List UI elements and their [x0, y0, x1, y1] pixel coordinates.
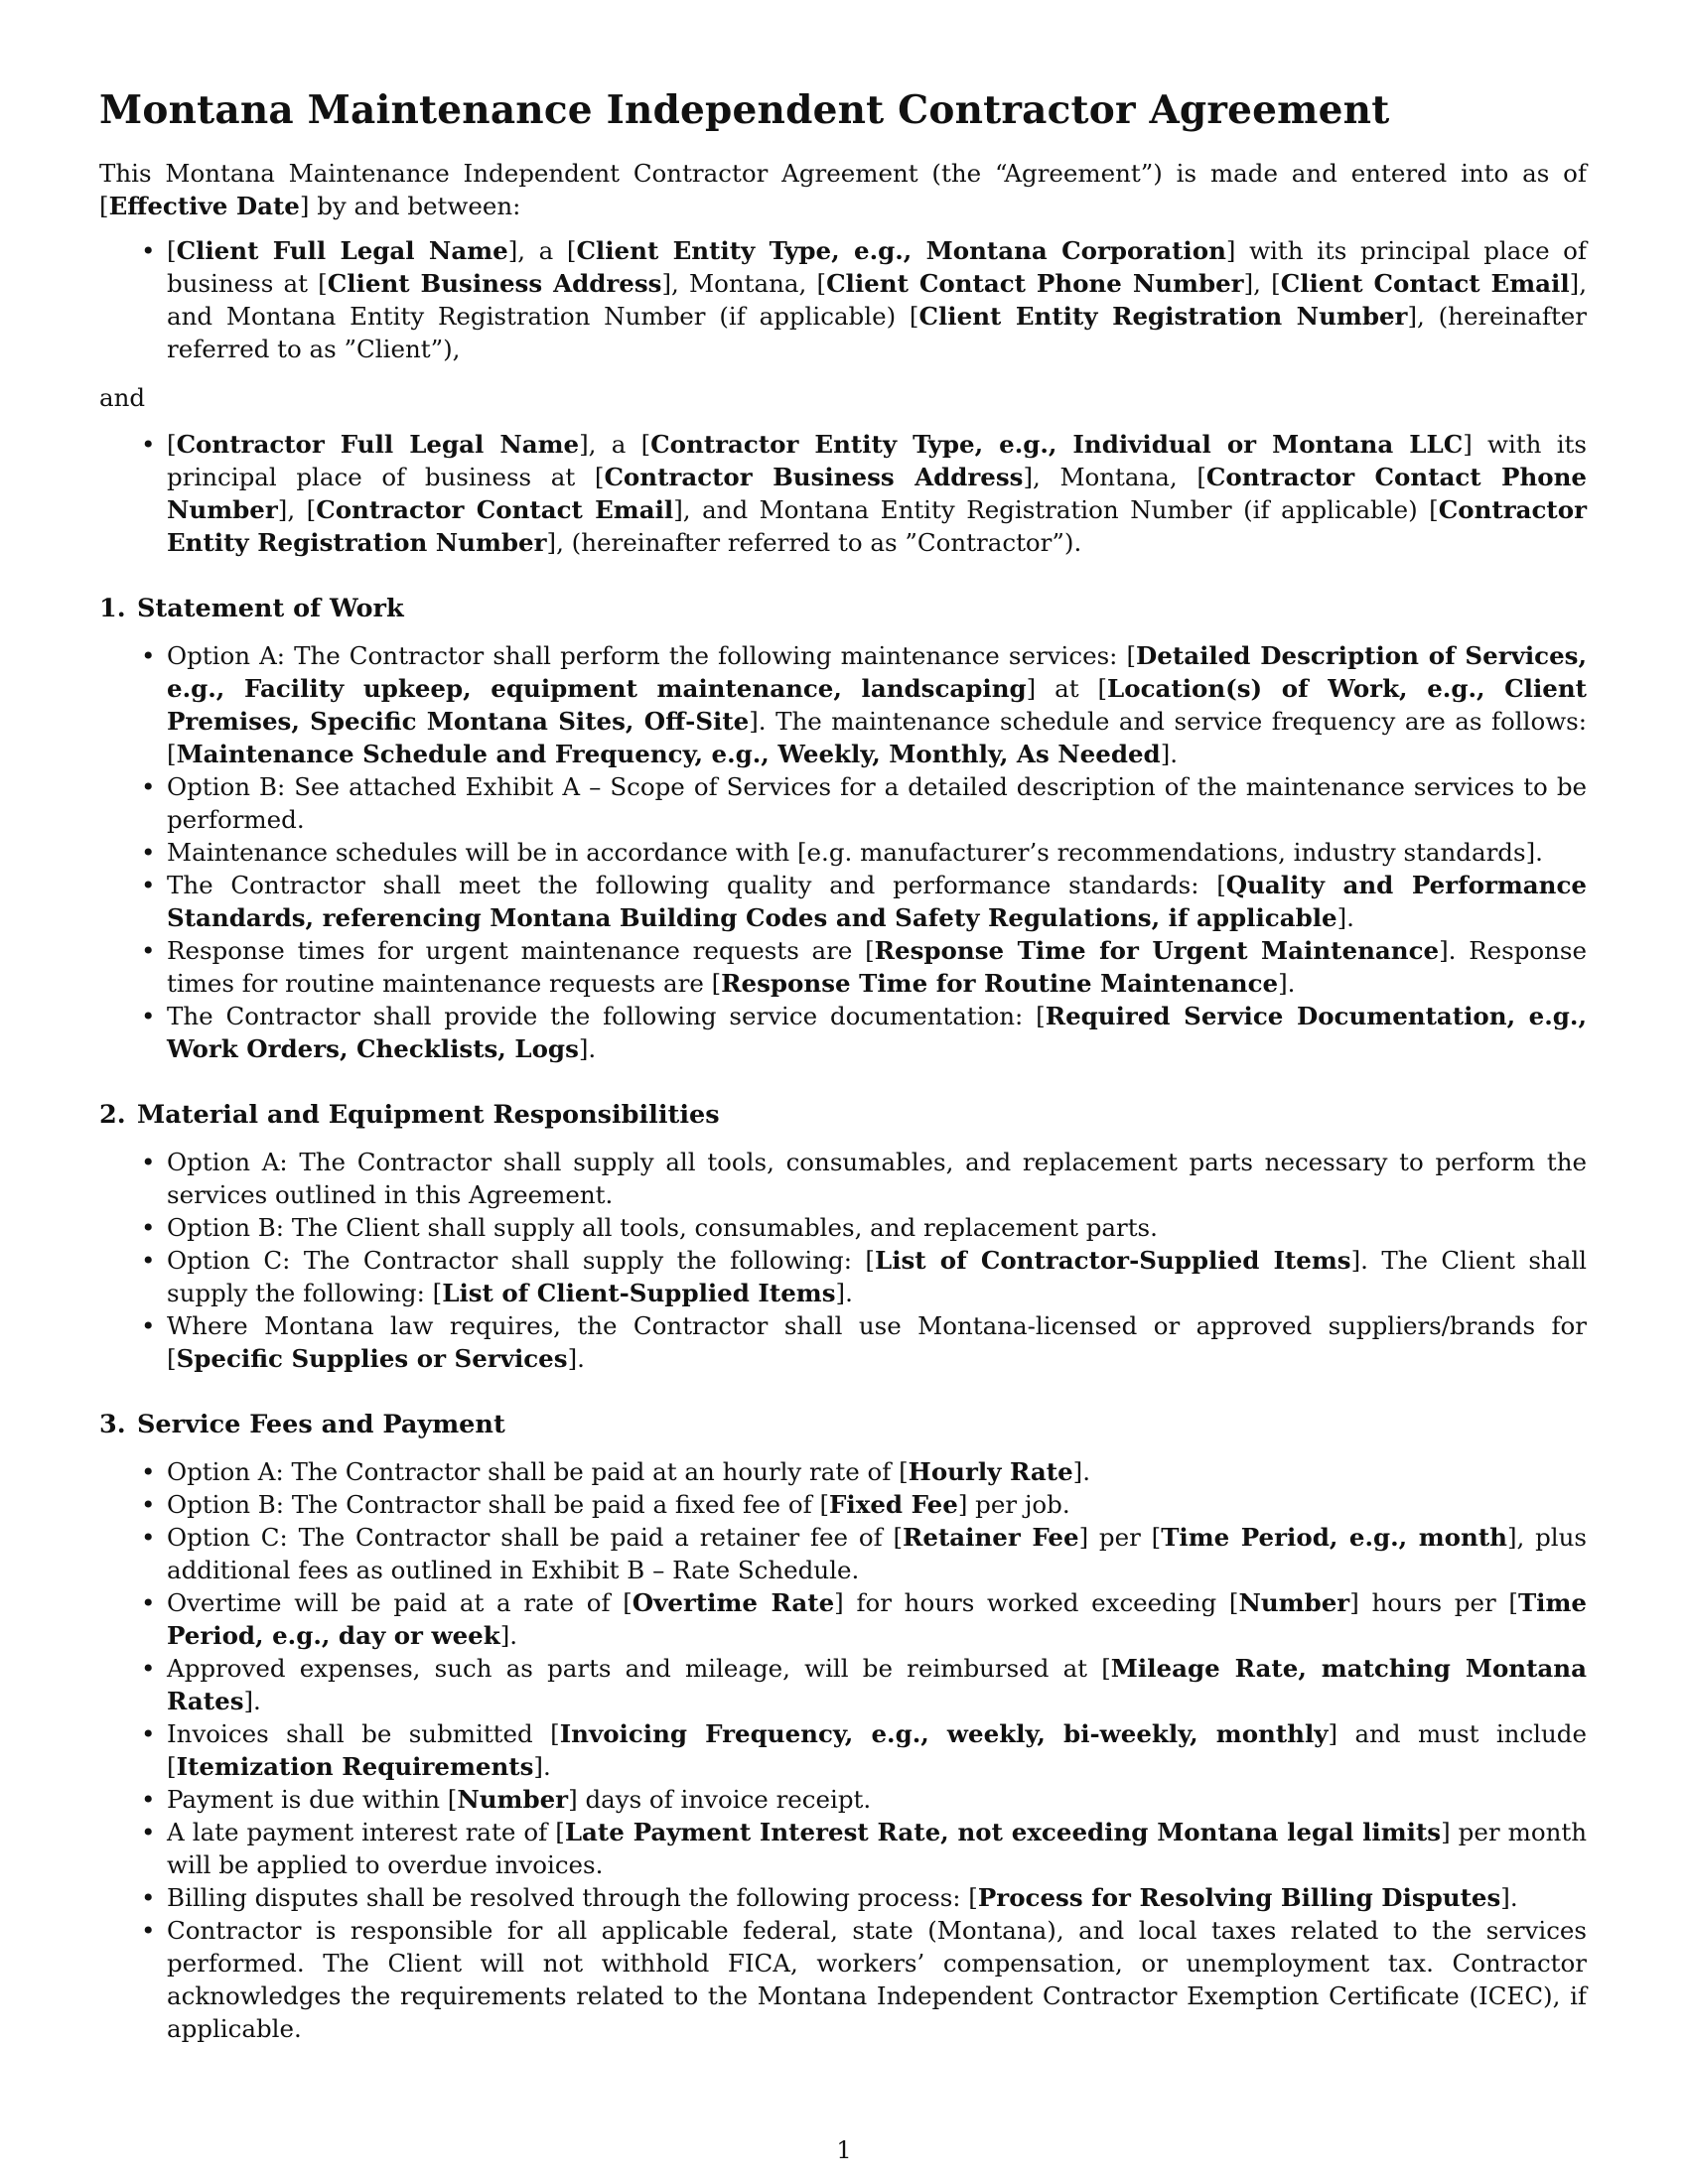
list-item: • Option B: The Contractor shall be paid a fixed fee of [Fixed Fee] per job. — [167, 1488, 1587, 1521]
client-party-list — [99, 234, 1587, 365]
materials-list — [99, 1146, 1587, 1375]
contractor-party-item: • [Contractor Full Legal Name], a [Contractor Entity Type, e.g., Individual or Montana LLC] with its principal place of business at [Contractor Business Address], Montana, [Contractor Contact Phone Number], [Contractor Contact Email], and Montana Entity Registration Number (if applicable) [Contractor Entity Registration Number], (hereinafter referred to as ”Contractor”). — [167, 428, 1587, 559]
list-item: • The Contractor shall meet the following quality and performance standards: [Quality and Performance Standards, referencing Montana Building Codes and Safety Regulations, if applicable]. — [167, 869, 1587, 934]
list-item: • Maintenance schedules will be in accordance with [e.g. manufacturer’s recommendations, industry standards]. — [167, 836, 1587, 869]
page-number: 1 — [836, 2136, 852, 2164]
section-heading-fees: 3. Service Fees and Payment — [99, 1410, 505, 1439]
contractor-party-list — [99, 428, 1587, 559]
client-party-item: • [Client Full Legal Name], a [Client Entity Type, e.g., Montana Corporation] with its principal place of business at [Client Business Address], Montana, [Client Contact Phone Number], [Client Contact Email], and Montana Entity Registration Number (if applicable) [Client Entity Registration Number], (hereinafter referred to as ”Client”), — [167, 234, 1587, 365]
list-item: • The Contractor shall provide the following service documentation: [Required Service Documentation, e.g., Work Orders, Checklists, Logs]. — [167, 1000, 1587, 1065]
document-body — [99, 87, 1587, 2045]
list-item: • Option B: See attached Exhibit A – Scope of Services for a detailed description of the maintenance services to be performed. — [167, 770, 1587, 836]
section-heading-statement-of-work: 1. Statement of Work — [99, 594, 404, 623]
placeholder-effective-date: Effective Date — [108, 192, 300, 220]
and-separator: and — [99, 383, 146, 412]
statement-of-work-list — [99, 639, 1587, 1065]
list-item: • Billing disputes shall be resolved through the following process: [Process for Resolving Billing Disputes]. — [167, 1881, 1587, 1914]
list-item: • Invoices shall be submitted [Invoicing Frequency, e.g., weekly, bi-weekly, monthly] and must include [Itemization Requirements]. — [167, 1717, 1587, 1783]
list-item: • Option A: The Contractor shall supply all tools, consumables, and replacement parts necessary to perform the services outlined in this Agreement. — [167, 1146, 1587, 1211]
list-item: • Payment is due within [Number] days of invoice receipt. — [167, 1783, 1587, 1816]
list-item: • Contractor is responsible for all applicable federal, state (Montana), and local taxes related to the services performed. The Client will not withhold FICA, workers’ compensation, or unemployment tax. Contractor acknowledges the requirements related to the Montana Independent Contractor Exemption Certificate (ICEC), if applicable. — [167, 1914, 1587, 2045]
list-item: • A late payment interest rate of [Late Payment Interest Rate, not exceeding Montana legal limits] per month will be applied to overdue invoices. — [167, 1816, 1587, 1881]
list-item: • Overtime will be paid at a rate of [Overtime Rate] for hours worked exceeding [Number] hours per [Time Period, e.g., day or week]. — [167, 1586, 1587, 1652]
document-title: Montana Maintenance Independent Contractor Agreement — [99, 87, 1390, 133]
list-item: • Option C: The Contractor shall supply the following: [List of Contractor-Supplied Items]. The Client shall supply the following: [List of Client-Supplied Items]. — [167, 1244, 1587, 1309]
list-item: • Option A: The Contractor shall perform the following maintenance services: [Detailed Description of Services, e.g., Facility upkeep, equipment maintenance, landscaping] at [Location(s) of Work, e.g., Client Premises, Specific Montana Sites, Off-Site]. The maintenance schedule and service frequency are as follows: [Maintenance Schedule and Frequency, e.g., Weekly, Monthly, As Needed]. — [167, 639, 1587, 770]
list-item: • Approved expenses, such as parts and mileage, will be reimbursed at [Mileage Rate, matching Montana Rates]. — [167, 1652, 1587, 1717]
section-heading-materials: 2. Material and Equipment Responsibilities — [99, 1100, 720, 1130]
list-item: • Where Montana law requires, the Contractor shall use Montana-licensed or approved suppliers/brands for [Specific Supplies or Services]. — [167, 1309, 1587, 1375]
list-item: • Option C: The Contractor shall be paid a retainer fee of [Retainer Fee] per [Time Period, e.g., month], plus additional fees as outlined in Exhibit B – Rate Schedule. — [167, 1521, 1587, 1586]
list-item: • Option A: The Contractor shall be paid at an hourly rate of [Hourly Rate]. — [167, 1455, 1587, 1488]
fees-list — [99, 1455, 1587, 2045]
intro-paragraph: This Montana Maintenance Independent Contractor Agreement (the “Agreement”) is made and entered into as of [Effective Date] by and between: — [99, 159, 1587, 220]
list-item: • Response times for urgent maintenance requests are [Response Time for Urgent Maintenance]. Response times for routine maintenance requests are [Response Time for Routine Maintenance]. — [167, 934, 1587, 1000]
list-item: • Option B: The Client shall supply all tools, consumables, and replacement parts. — [167, 1211, 1587, 1244]
